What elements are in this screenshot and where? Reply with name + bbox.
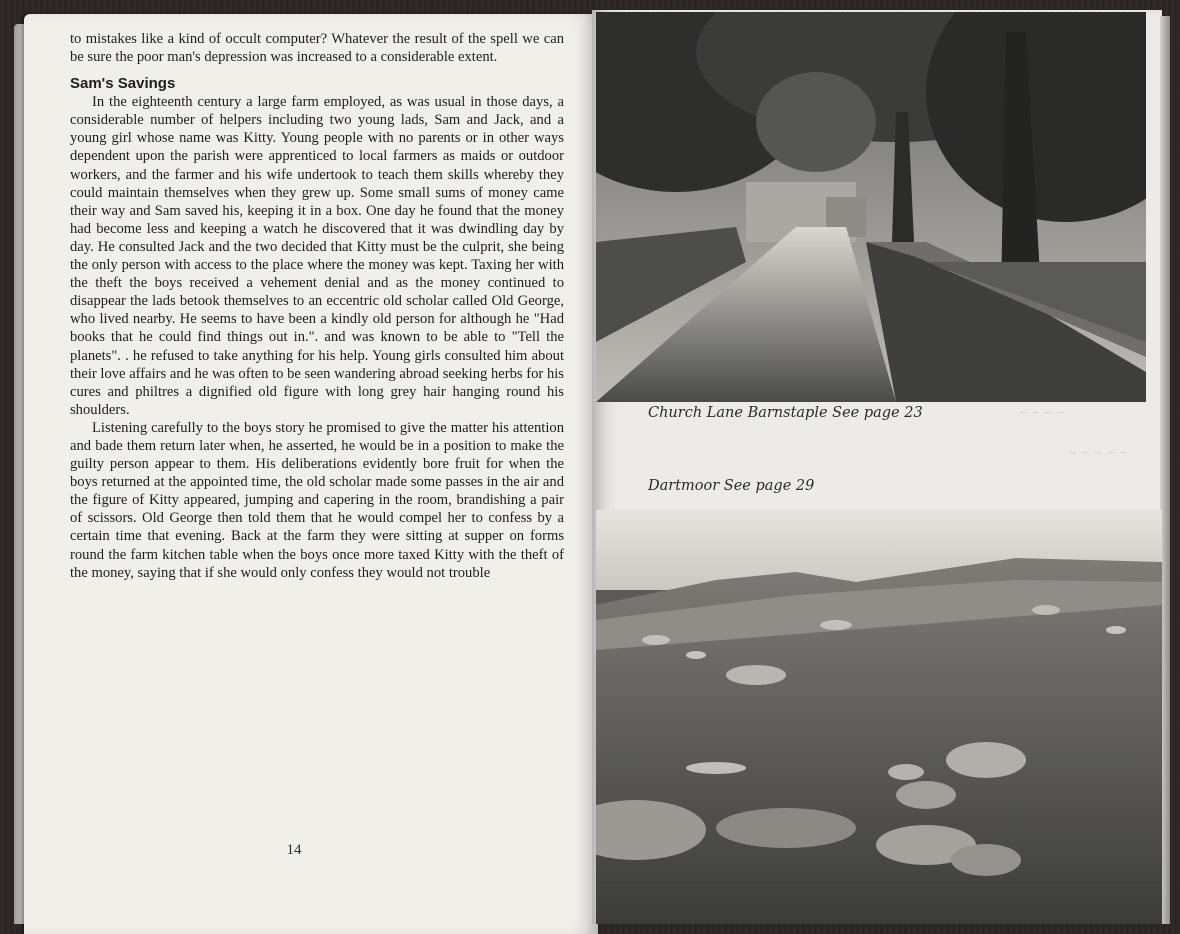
show-through-text: ~ ~ ~ ~ ~ (1068, 446, 1129, 459)
intro-paragraph: to mistakes like a kind of occult computer? Whatever the result of the spell we can be sure the poor man's depression was increased to a considerable extent. (70, 31, 564, 66)
caption-dartmoor: Dartmoor See page 29 (648, 478, 815, 494)
show-through-text: ~ ~ ~ ~ (1018, 406, 1066, 419)
section-heading: Sam's Savings (70, 75, 176, 93)
caption-church-lane: Church Lane Barnstaple See page 23 (648, 405, 923, 421)
left-page-text (70, 30, 564, 582)
church-lane-photo (596, 12, 1146, 402)
dartmoor-photo (596, 510, 1162, 924)
paragraph-sams-savings: In the eighteenth century a large farm employed, as was usual in those days, a considerable number of helpers including two young lads, Sam and Jack, and a young girl whose name was Kitty. Young people with no parents or in other ways dependent upon the parish were apprenticed to local farmers as maids or outdoor workers, and the farmer and his wife undertook to teach them skills whereby they could maintain themselves when they grew up. Some small sums of money came their way and Sam saved his, keeping it in a box. One day he found that the money had become less and keeping a watch he discovered that it was dwindling day by day. He consulted Jack and the two decided that Kitty must be the culprit, she being the only person with access to the place where the money was kept. Taxing her with the theft the boys received a vehement denial and as the money continued to disappear the lads betook themselves to an eccentric old scholar called Old George, who lived nearby. He seems to have been a kindly old person for although he "Had books that he could find things out in.". and was known to be able to "Tell the planets". . he refused to take anything for his help. Young girls consulted him about their love affairs and he was often to be seen wandering abroad seeking herbs for his cures and philtres a dignified old figure with long grey hair hanging round his shoulders. (70, 94, 564, 418)
page-number: 14 (286, 842, 302, 858)
paragraph-old-george: Listening carefully to the boys story he promised to give the matter his attention and bade them return later when, he asserted, he would be in a position to make the guilty person appear to them. His deliberations evidently bore fruit for when the boys returned at the appointed time, the old scholar made some passes in the air and the figure of Kitty appeared, jumping and capering in the room, brandishing a pair of scissors. Old George then told them that he would compel her to confess by a certain time that evening. Back at the farm they were sitting at supper on forms round the farm kitchen table when the boys once more taxed Kitty with the theft of the money, saying that if she would only confess they would not trouble (70, 419, 564, 581)
